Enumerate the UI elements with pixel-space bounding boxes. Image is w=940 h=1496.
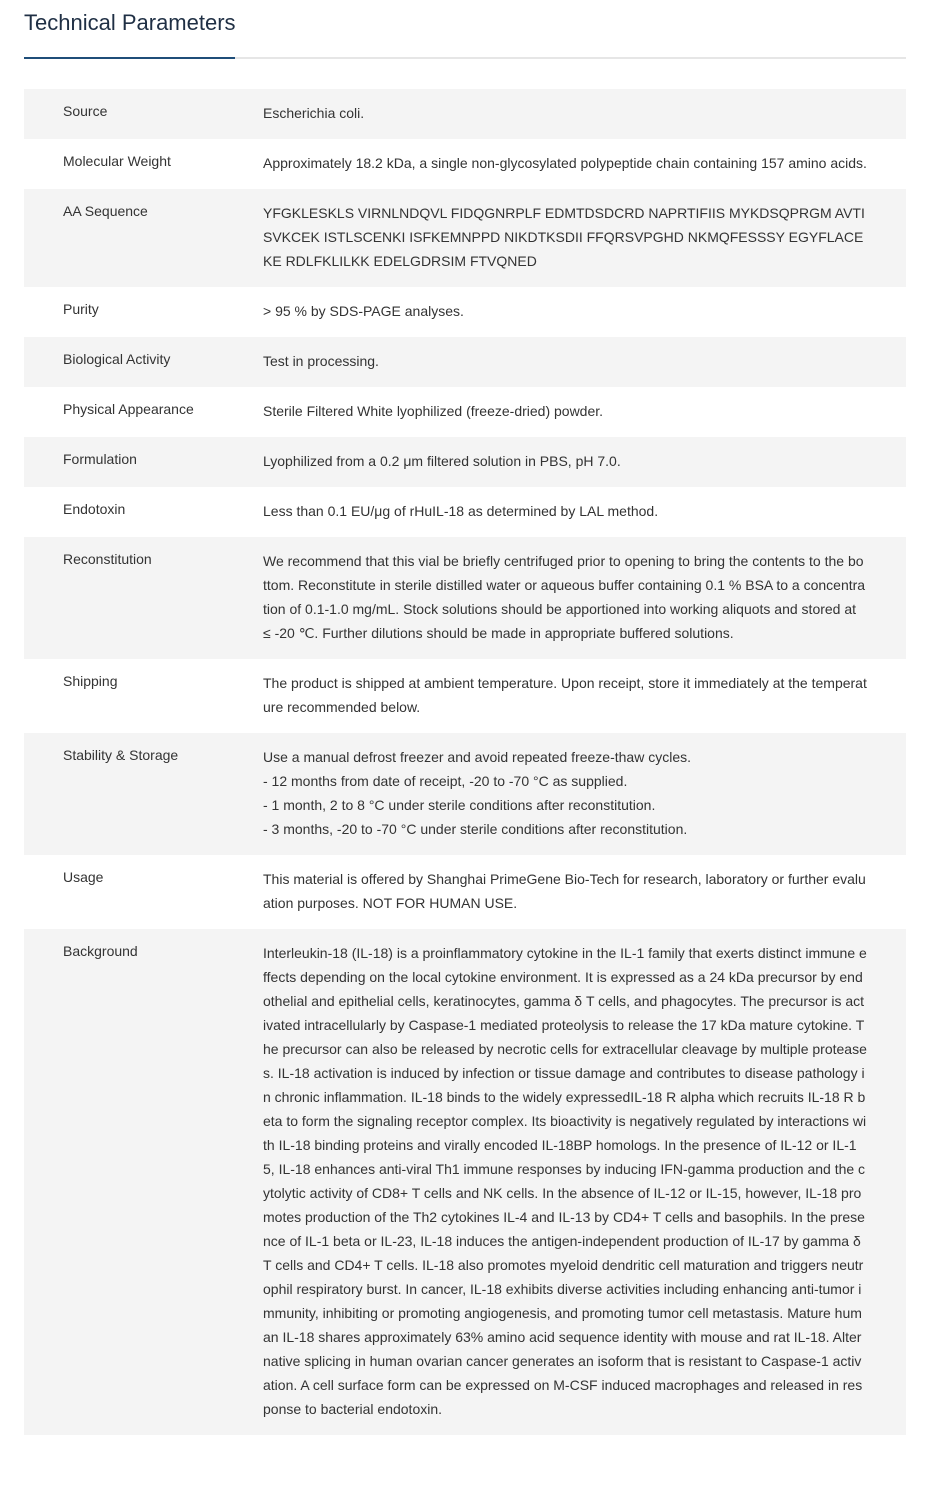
param-row-source xyxy=(24,89,906,139)
param-label: Purity xyxy=(63,301,99,317)
parameters-table xyxy=(24,89,906,1435)
param-row-molecular-weight xyxy=(24,139,906,189)
param-value: Use a manual defrost freezer and avoid repeated freeze-thaw cycles. - 12 months from date of receipt, -20 to -70 °C as supplied. - 1 month, 2 to 8 °C under sterile conditions after reconstitution. - 3 months, -20 to -70 °C under sterile conditions after reconstitution. xyxy=(263,749,692,837)
section-title: Technical Parameters xyxy=(24,10,236,35)
param-row-shipping xyxy=(24,659,906,733)
param-value: Less than 0.1 EU/μg of rHuIL-18 as determined by LAL method. xyxy=(263,503,659,519)
param-label: Molecular Weight xyxy=(63,153,171,169)
param-label: Background xyxy=(63,943,138,959)
param-label: AA Sequence xyxy=(63,203,148,219)
param-row-biological-activity xyxy=(24,337,906,387)
param-row-reconstitution xyxy=(24,537,906,659)
param-label: Source xyxy=(63,103,108,119)
param-value: Interleukin-18 (IL-18) is a proinflammatory cytokine in the IL-1 family that exerts distinct immune effects depending on the local cytokine environment. It is expressed as a 24 kDa precursor by endothelial and epithelial cells, keratinocytes, gamma δ T cells, and phagocytes. The precursor is activated intracellularly by Caspase-1 mediated proteolysis to release the 17 kDa mature cytokine. The precursor can also be released by necrotic cells for extracellular cleavage by multiple proteases. IL-18 activation is induced by infection or tissue damage and contributes to disease pathology in chronic inflammation. IL-18 binds to the widely expressedIL-18 R alpha which recruits IL-18 R beta to form the signaling receptor complex. Its bioactivity is negatively regulated by interactions with IL-18 binding proteins and virally encoded IL-18BP homologs. In the presence of IL-12 or IL-15, IL-18 enhances anti-viral Th1 immune responses by inducing IFN-gamma production and the cytolytic activity of CD8+ T cells and NK cells. In the absence of IL-12 or IL-15, however, IL-18 promotes production of the Th2 cytokines IL-4 and IL-13 by CD4+ T cells and basophils. In the presence of IL-1 beta or IL-23, IL-18 induces the antigen-independent production of IL-17 by gamma δ T cells and CD4+ T cells. IL-18 also promotes myeloid dendritic cell maturation and triggers neutrophil respiratory burst. In cancer, IL-18 exhibits diverse activities including enhancing anti-tumor immunity, inhibiting or promoting angiogenesis, and promoting tumor cell metastasis. Mature human IL-18 shares approximately 63% amino acid sequence identity with mouse and rat IL-18. Alternative splicing in human ovarian cancer generates an isoform that is resistant to Caspase-1 activation. A cell surface form can be expressed on M-CSF induced macrophages and released in response to bacterial endotoxin. xyxy=(263,945,867,1417)
param-row-purity xyxy=(24,287,906,337)
param-value: Test in processing. xyxy=(263,353,379,369)
param-value: Escherichia coli. xyxy=(263,105,365,121)
param-value: YFGKLESKLS VIRNLNDQVL FIDQGNRPLF EDMTDSDCRD NAPRTIFIIS MYKDSQPRGM AVTISVKCEK ISTLSCENKI ISFKEMNPPD NIKDTKSDII FFQRSVPGHD NKMQFESSSY EGYFLACEKE RDLFKLILKK EDELGDRSIM FTVQNED xyxy=(263,205,865,269)
param-row-background xyxy=(24,929,906,1435)
param-value: The product is shipped at ambient temperature. Upon receipt, store it immediately at the temperature recommended below. xyxy=(263,675,867,715)
param-value: We recommend that this vial be briefly centrifuged prior to opening to bring the contents to the bottom. Reconstitute in sterile distilled water or aqueous buffer containing 0.1 % BSA to a concentration of 0.1-1.0 mg/mL. Stock solutions should be apportioned into working aliquots and stored at ≤ -20 ℃. Further dilutions should be made in appropriate buffered solutions. xyxy=(263,553,866,641)
param-row-aa-sequence xyxy=(24,189,906,287)
param-row-endotoxin xyxy=(24,487,906,537)
param-row-stability-storage xyxy=(24,733,906,855)
param-label: Formulation xyxy=(63,451,137,467)
title-accent-bar xyxy=(24,57,235,59)
param-label: Shipping xyxy=(63,673,118,689)
param-label: Stability & Storage xyxy=(63,747,179,763)
param-value: Approximately 18.2 kDa, a single non-glycosylated polypeptide chain containing 157 amino acids. xyxy=(263,155,867,171)
param-label: Biological Activity xyxy=(63,351,171,367)
param-value: Sterile Filtered White lyophilized (freeze-dried) powder. xyxy=(263,403,604,419)
param-label: Reconstitution xyxy=(63,551,152,567)
param-label: Usage xyxy=(63,869,104,885)
param-row-usage xyxy=(24,855,906,929)
param-row-physical-appearance xyxy=(24,387,906,437)
param-row-formulation xyxy=(24,437,906,487)
param-label: Endotoxin xyxy=(63,501,126,517)
title-divider xyxy=(24,57,906,59)
param-value: This material is offered by Shanghai PrimeGene Bio-Tech for research, laboratory or further evaluation purposes. NOT FOR HUMAN USE. xyxy=(263,871,866,911)
param-value: Lyophilized from a 0.2 μm filtered solution in PBS, pH 7.0. xyxy=(263,453,621,469)
param-value: > 95 % by SDS-PAGE analyses. xyxy=(263,303,464,319)
param-label: Physical Appearance xyxy=(63,401,194,417)
